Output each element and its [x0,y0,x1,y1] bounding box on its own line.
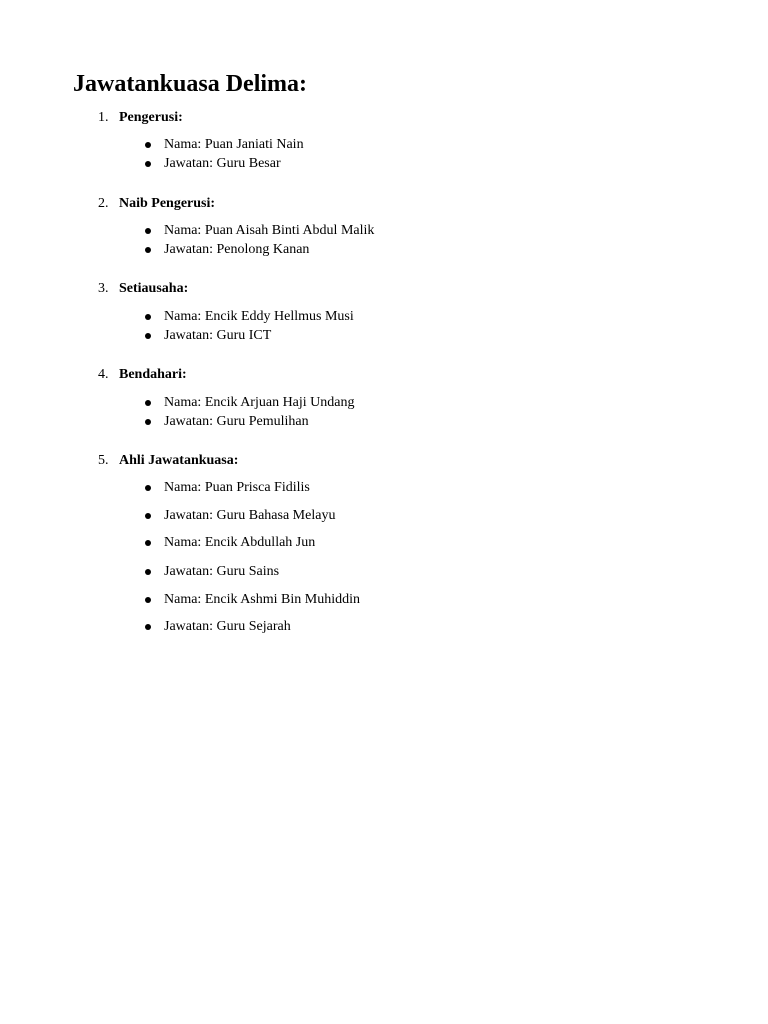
bullet-icon [145,228,151,234]
bullet-icon [145,161,151,167]
section-number: 2. [98,196,109,211]
list-item [0,533,768,553]
bullet-icon [145,540,151,546]
list-item-text: Jawatan: Guru Sejarah [164,619,291,634]
section-heading [0,108,768,128]
section-heading [0,451,768,471]
list-item-text: Jawatan: Guru Besar [164,156,281,171]
section-label: Naib Pengerusi: [119,196,216,211]
list-item [0,221,768,241]
section-number: 4. [98,367,109,382]
list-item-text: Nama: Encik Arjuan Haji Undang [164,395,355,410]
list-item [0,590,768,610]
list-item [0,617,768,637]
document-title: Jawatankuasa Delima: [73,71,308,97]
section-heading [0,365,768,385]
bullet-icon [145,333,151,339]
bullet-icon [145,314,151,320]
list-item-text: Jawatan: Guru Sains [164,564,280,579]
section-number: 5. [98,453,109,468]
section-heading [0,279,768,299]
bullet-icon [145,142,151,148]
list-item [0,562,768,582]
bullet-icon [145,485,151,491]
list-item-text: Jawatan: Guru Bahasa Melayu [164,508,336,523]
section-number: 1. [98,110,109,125]
section-label: Bendahari: [119,367,187,382]
section-number: 3. [98,281,109,296]
list-item [0,412,768,432]
list-item-text: Jawatan: Guru ICT [164,328,272,343]
list-item-text: Jawatan: Guru Pemulihan [164,414,309,429]
list-item [0,506,768,526]
list-item-text: Nama: Puan Janiati Nain [164,137,304,152]
list-item [0,326,768,346]
section-label: Ahli Jawatankuasa: [119,453,239,468]
bullet-icon [145,247,151,253]
list-item [0,240,768,260]
list-item [0,135,768,155]
bullet-icon [145,513,151,519]
list-item-text: Jawatan: Penolong Kanan [164,242,310,257]
list-item [0,393,768,413]
list-item-text: Nama: Encik Abdullah Jun [164,535,316,550]
section-heading [0,194,768,214]
bullet-icon [145,597,151,603]
bullet-icon [145,400,151,406]
bullet-icon [145,624,151,630]
section-label: Setiausaha: [119,281,189,296]
bullet-icon [145,569,151,575]
list-item-text: Nama: Puan Prisca Fidilis [164,480,310,495]
bullet-icon [145,419,151,425]
list-item-text: Nama: Encik Ashmi Bin Muhiddin [164,592,360,607]
list-item [0,478,768,498]
list-item-text: Nama: Puan Aisah Binti Abdul Malik [164,223,375,238]
list-item [0,154,768,174]
list-item-text: Nama: Encik Eddy Hellmus Musi [164,309,354,324]
list-item [0,307,768,327]
section-label: Pengerusi: [119,110,183,125]
